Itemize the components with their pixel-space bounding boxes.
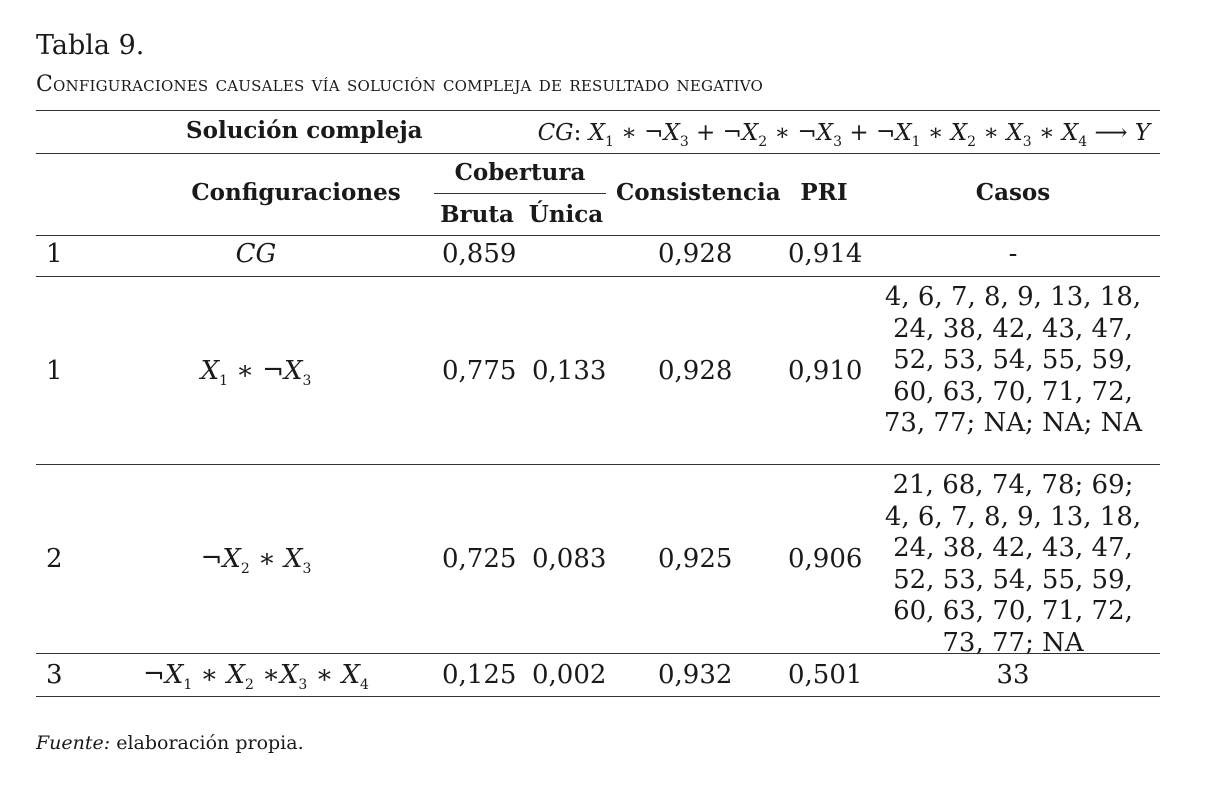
col-unique: Única <box>528 201 604 228</box>
row-consistency: 0,925 <box>658 544 733 574</box>
col-cases: Casos <box>975 179 1051 206</box>
col-configurations: Configuraciones <box>191 179 401 206</box>
row-pri: 0,914 <box>788 239 863 269</box>
row-pri: 0,501 <box>788 660 863 690</box>
row-unique: 0,002 <box>532 660 607 690</box>
table-caption-title: Configuraciones causales vía solución compleja de resultado negativo <box>36 72 764 97</box>
footnote-text: elaboración propia. <box>110 732 304 754</box>
row-config: $X_1$ ∗ $\neg X_3$ <box>200 356 312 389</box>
row-config: CG <box>235 239 277 269</box>
col-pri: PRI <box>800 179 848 206</box>
row-id: 1 <box>46 356 63 386</box>
rule-coverage <box>434 193 606 194</box>
row-config: $\neg X_1$ ∗ $X_2$ $∗X_3$ ∗ $X_4$ <box>143 660 369 693</box>
row-cases: - <box>1008 239 1018 269</box>
row-id: 3 <box>46 660 63 690</box>
col-raw: Bruta <box>440 201 514 228</box>
col-consistency: Consistencia <box>616 179 781 206</box>
row-id: 1 <box>46 239 63 269</box>
rule-header <box>36 235 1160 236</box>
row-consistency: 0,928 <box>658 239 733 269</box>
row-consistency: 0,932 <box>658 660 733 690</box>
row-raw: 0,775 <box>442 356 517 386</box>
col-coverage: Cobertura <box>454 159 586 186</box>
row-pri: 0,906 <box>788 544 863 574</box>
rule-row-2 <box>36 464 1160 465</box>
table-caption-label: Tabla 9. <box>36 30 145 61</box>
rule-solution <box>36 153 1160 154</box>
rule-row-3 <box>36 653 1160 654</box>
footnote-label: Fuente: <box>36 732 111 754</box>
row-raw: 0,125 <box>442 660 517 690</box>
row-unique: 0,083 <box>532 544 607 574</box>
solution-label: Solución compleja <box>186 117 423 144</box>
row-raw: 0,859 <box>442 239 517 269</box>
row-cases: 33 <box>996 660 1030 690</box>
row-config: $\neg X_2$ ∗ $X_3$ <box>200 544 312 577</box>
row-unique: 0,133 <box>532 356 607 386</box>
rule-bottom <box>36 696 1160 697</box>
row-cases: 21, 68, 74, 78; 69; 4, 6, 7, 8, 9, 13, 18, 24, 38, 42, 43, 47, 52, 53, 54, 55, 59, 60, 63, 70, 71, 72, 73, 77; NA <box>884 470 1142 658</box>
row-raw: 0,725 <box>442 544 517 574</box>
row-id: 2 <box>46 544 63 574</box>
solution-formula: CG: $X_1$ ∗ $\neg X_3$ + $\neg X_2$ ∗ $\neg X_3$ + $\neg X_1$ ∗ $X_2$ ∗ $X_3$ ∗ $X_4$ ⟶ Y <box>537 120 1150 150</box>
row-pri: 0,910 <box>788 356 863 386</box>
row-cases: 4, 6, 7, 8, 9, 13, 18, 24, 38, 42, 43, 47, 52, 53, 54, 55, 59, 60, 63, 70, 71, 72, 73, 77; NA; NA; NA <box>883 282 1143 438</box>
rule-row-1 <box>36 276 1160 277</box>
row-consistency: 0,928 <box>658 356 733 386</box>
table-footnote <box>36 732 304 754</box>
rule-top <box>36 110 1160 111</box>
